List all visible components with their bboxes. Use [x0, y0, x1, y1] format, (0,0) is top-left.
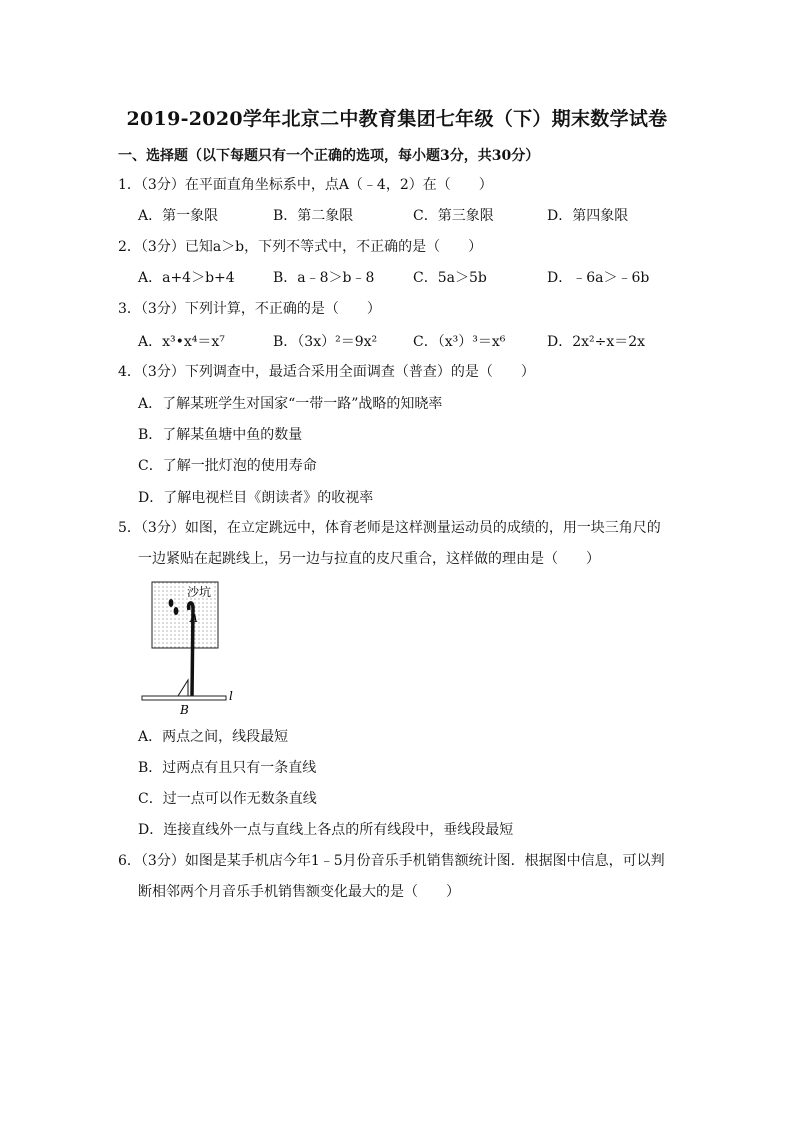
triangle-ruler	[178, 680, 188, 696]
point-b-label: B	[180, 703, 189, 717]
q4-option-d: D．了解电视栏目《朗读者》的收视率	[138, 490, 374, 506]
q2-option-b: B．a﹣8＞b﹣8	[273, 270, 375, 286]
question-3-stem: 3．（3分）下列计算，不正确的是（ ）	[118, 301, 381, 317]
q4-option-b: B．了解某鱼塘中鱼的数量	[138, 427, 303, 443]
q1-option-a: A．第一象限	[138, 208, 219, 224]
q2-option-d: D．﹣6a＞﹣6b	[547, 270, 650, 286]
q5-option-c: C．过一点可以作无数条直线	[138, 791, 317, 807]
q1-option-c: C．第三象限	[413, 208, 494, 224]
footprint-left	[169, 599, 174, 607]
q2-option-a: A．a+4＞b+4	[138, 270, 235, 286]
page-title: 2019-2020学年北京二中教育集团七年级（下）期末数学试卷	[126, 108, 668, 130]
q3-option-b: B．（3x）²＝9x²	[273, 334, 378, 350]
question-1-stem: 1．（3分）在平面直角坐标系中，点A（﹣4，2）在（ ）	[118, 177, 493, 193]
q3-option-d: D．2x²÷x＝2x	[547, 334, 646, 350]
q1-option-d: D．第四象限	[547, 208, 629, 224]
q2-option-c: C．5a＞5b	[413, 270, 487, 286]
question-5-stem-line1: 5．（3分）如图，在立定跳远中，体育老师是这样测量运动员的成绩的，用一块三角尺的	[118, 520, 661, 536]
point-a-label: A	[190, 612, 198, 625]
question-6-stem-line1: 6．（3分）如图是某手机店今年1﹣5月份音乐手机销售额统计图．根据图中信息，可以判	[118, 853, 665, 869]
pit-label: 沙坑	[187, 585, 212, 599]
question-2-stem: 2．（3分）已知a＞b，下列不等式中，不正确的是（ ）	[118, 239, 483, 255]
line-l-label: l	[229, 689, 233, 703]
question-5-stem-line2: 一边紧贴在起跳线上，另一边与拉直的皮尺重合，这样做的理由是（ ）	[138, 551, 600, 567]
q4-option-a: A．了解某班学生对国家“一带一路”战略的知晓率	[138, 396, 443, 412]
q3-option-c: C．（x³）³＝x⁶	[413, 334, 506, 350]
question-4-stem: 4．（3分）下列调查中，最适合采用全面调查（普查）的是（ ）	[118, 364, 535, 380]
section-heading: 一、选择题（以下每题只有一个正确的选项，每小题3分，共30分）	[118, 148, 540, 164]
q5-option-d: D．连接直线外一点与直线上各点的所有线段中，垂线段最短	[138, 822, 514, 838]
q5-option-a: A．两点之间，线段最短	[138, 729, 289, 745]
footprint-right	[174, 607, 179, 615]
q1-option-b: B．第二象限	[273, 208, 354, 224]
long-jump-figure	[138, 578, 248, 718]
q3-option-a: A．x³•x⁴＝x⁷	[138, 334, 225, 350]
question-6-stem-line2: 断相邻两个月音乐手机销售额变化最大的是（ ）	[138, 884, 460, 900]
q5-option-b: B．过两点有且只有一条直线	[138, 760, 317, 776]
take-off-line	[142, 696, 226, 700]
q4-option-c: C．了解一批灯泡的使用寿命	[138, 458, 317, 474]
